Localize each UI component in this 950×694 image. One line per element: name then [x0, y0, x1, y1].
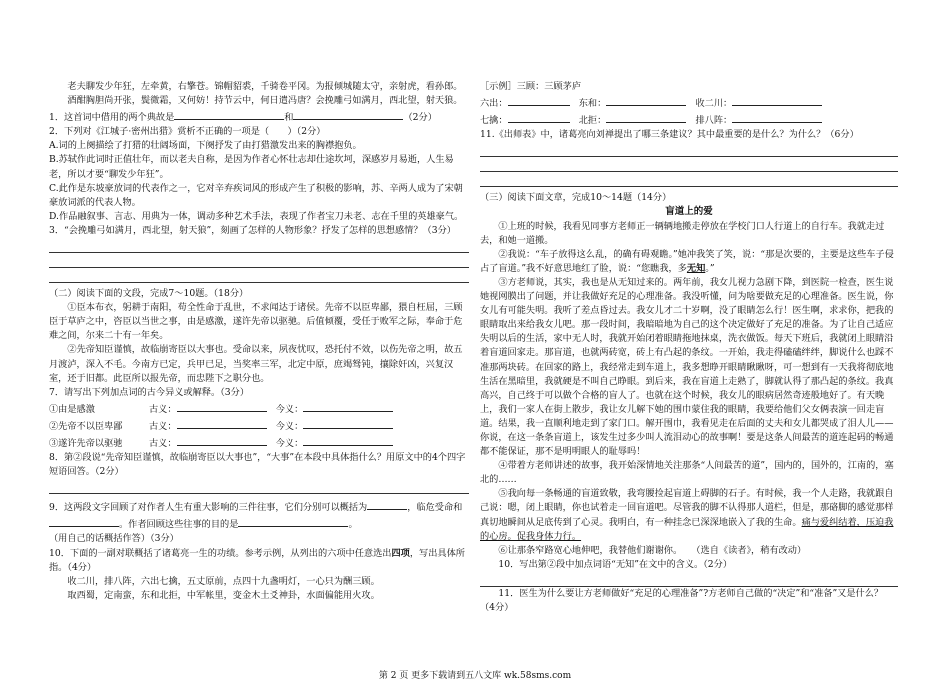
- answer-blank[interactable]: [732, 111, 822, 123]
- article-para-4: ④带着方老师讲述的故事，我开始深情地关注那条“人间最苦的道”，国内的，国外的，江南的，塞北的……: [480, 460, 894, 486]
- q7-item-3: ③遂许先帝以驱驰 古义： 今义：: [49, 434, 469, 451]
- couplet-line-1: 收二川，排八阵，六出七擒，五丈原前，点四十九盏明灯，一心只为酬三顾。: [67, 575, 380, 587]
- article-title: 盲道上的爱: [665, 206, 713, 218]
- underlined-sentence: 痛与爱纠结着，压迫我的心房。促我身体力行。: [480, 516, 894, 542]
- answer-blank[interactable]: [508, 111, 570, 123]
- article-para-1: ①上班的时候，我看见同事方老师正一辆辆地搬走停放在学校门口人行道上的自行车。我就走过去，和她一道搬。: [480, 220, 885, 246]
- q2-option-d: D.作品融叙事、言志、用典为一体，调动多种艺术手法，表现了作者宝刀未老、志在千里的英雄豪气。: [49, 210, 464, 222]
- section-3-heading: （三）阅读下面文章，完成10～14题（14分）: [480, 192, 672, 204]
- answer-line[interactable]: [480, 572, 898, 587]
- answer-blank[interactable]: [606, 111, 686, 123]
- q1-and: 和: [284, 112, 294, 124]
- question-9: 9．这两段文字回顾了对作者人生有重大影响的三件往事，它们分别可以概括为 ，临危受命和。作者回顾这些往事的目的是 。: [49, 498, 469, 532]
- article-para-2: ②我说：“车子放得这么乱，的确有碍观瞻。”她冲我笑了笑，说：“那是次要的，主要是这些车子侵占了盲道。”我不好意思地红了脸，说：“您瞧我，多无知。”: [480, 248, 894, 274]
- answer-line[interactable]: [480, 157, 898, 172]
- fill-row-1: 六出： 东和： 收二川：: [480, 94, 898, 111]
- example: ［示例］三顾：三顾茅庐: [480, 81, 582, 92]
- passage-para-1: ①臣本布衣，躬耕于南阳，苟全性命于乱世，不求闻达于诸侯。先帝不以臣卑鄙，猥自枉屈，三顾臣于草庐之中，咨臣以当世之事，由是感激，遂许先帝以驱驰。后值倾覆，受任于败军之际，奉命于危难之间，尔来二十有一年矣。: [49, 302, 463, 342]
- answer-blank[interactable]: [606, 94, 686, 106]
- answer-line[interactable]: [49, 479, 469, 494]
- question-8: 8．第②段说“先帝知臣谨慎，故临崩寄臣以大事也”，“大事”在本段中具体指什么？用原文中的4个四字短语回答。（2分）: [49, 452, 466, 478]
- right-column: [480, 80, 898, 615]
- answer-blank[interactable]: [508, 94, 570, 106]
- page-footer: 第 2 页 更多下载请到五八文库 wk.58sms.com: [378, 671, 572, 681]
- question-11b: 11．医生为什么要让方老师做好“充足的心理准备”?方老师自己做的“决定”和“准备”又是什么？（4分）: [480, 587, 884, 613]
- answer-blank[interactable]: [293, 108, 403, 120]
- article-para-5: ⑤我向每一条畅通的盲道致敬，我弯腰捡起盲道上碍脚的石子。有时候，我一个人走路，我就跟自己说：嗯，闭上眼睛，你也试着走一回盲道吧。尽管我的脚不认得那人道栏，但是，那硌脚的感觉那样真切地瞬间从足底传到了心灵。我明白，有一种挂念已深深地嵌入了我的生命。痛与爱纠结着，压迫我的心房。促我身体力行。: [480, 488, 894, 542]
- couplet-line-2: 取西蜀，定南蛮，东和北拒，中军帐里，变金木土爻神卦，水面偏能用火攻。: [67, 589, 380, 601]
- passage-para-2: ②先帝知臣谨慎，故临崩寄臣以大事也。受命以来，夙夜忧叹，恐托付不效，以伤先帝之明，故五月渡泸，深入不毛。今南方已定，兵甲已足，当奖率三军，北定中原，庶竭驽钝，攘除奸凶，兴复汉室，还于旧都。此臣所以报先帝，而忠陛下之职分也。: [49, 344, 463, 384]
- question-7: 7．请写出下列加点词的古今异义或解释。（3分）: [49, 386, 250, 398]
- answer-blank[interactable]: [238, 515, 348, 527]
- question-2: 2．下列对《江城子·密州出猎》赏析不正确的一项是（ ）（2分）: [49, 126, 326, 138]
- q7-item-1: ①由是感激 古义： 今义：: [49, 400, 469, 417]
- section-2-heading: （二）阅读下面的文段，完成7～10题。（18分）: [49, 288, 249, 300]
- article-para-3: ③方老师说，其实，我也是从无知过来的。两年前，我女儿视力急剧下降，到医院一检查，医生说她视网膜出了问题，并让我做好充足的心理准备。我没听懂，问为啥要做充足的心理准备。医生说，你女儿有可能失明。我听了差点昏过去。我女儿才二十岁啊，没了眼睛怎么行！医生啊，求求你，把我的眼睛取出来给我女儿吧。那一段时间，我暗暗地为自己的这个决定做好了充足的准备。为了让自己适应失明以后的生活，家中无人时，我就开始闭着眼睛拖地抹桌，洗衣做饭。每天下班后，我就闭上眼睛沿着盲道回家走。那盲道，也就两砖宽，砖上有凸起的条纹。一开始，我走得磕磕绊绊，脚说什么也踩不准那两块砖。在回家的路上，我经常走到车道上，我多想睁开眼睛瞅瞅呀，可一想到有一天我将彻底地生活在黑暗里，我就硬是不叫自己睁眼。到后来，我在盲道上走熟了，脚就认得了那凸起的条纹。我真高兴，自己终于可以做个合格的盲人了。也就在这个时候，我女儿的眼病居然奇迹般地好了。有天晚上，我们一家人在街上散步，我让女儿解下她的围巾蒙住我的眼睛，我要给他们父女俩表演一回走盲道。结果，我一直顺利地走到了家门口。解开围巾，我看见走在后面的丈夫和女儿都哭成了泪人儿——你说，在这一条条盲道上，该发生过多少叫人流泪动心的故事啊！要是这条人间最苦的道连起码的畅通都不能保证，那不是明明眼人的耻辱吗！: [480, 276, 894, 458]
- marked-word: 无知: [686, 262, 706, 274]
- q1-text: 1．这首词中借用的两个典故是: [49, 112, 175, 124]
- answer-line[interactable]: [49, 238, 469, 253]
- answer-line[interactable]: [49, 268, 469, 283]
- question-10b: 10．写出第②段中加点词语“无知”在文中的含义。（2分）: [498, 558, 733, 570]
- answer-blank[interactable]: [177, 400, 267, 412]
- answer-blank[interactable]: [177, 434, 267, 446]
- question-10: 10．下面的一副对联概括了诸葛亮一生的功绩。参考示例，从列出的六项中任意选出四项，写出具体所指。（4分）: [49, 547, 465, 573]
- answer-blank[interactable]: [49, 515, 119, 527]
- poem-line-1: 老夫聊发少年狂，左牵黄，右擎苍。锦帽貂裘，千骑卷平冈。为报倾城随太守，亲射虎，看孙郎。: [67, 81, 463, 92]
- article-para-6: ⑥让那条窄路宽心地伸吧，我替他们谢谢你。 （选自《读者》，稍有改动）: [498, 544, 807, 556]
- q2-option-c: C.此作是东坡豪放词的代表作之一，它对辛弃疾词风的形成产生了积极的影响，苏、辛两人成为了宋朝豪放词派的代表人物。: [49, 182, 463, 208]
- answer-blank[interactable]: [303, 400, 393, 412]
- q2-option-b: B.苏轼作此词时正值壮年，而以老夫自称，是因为作者心怀壮志却仕途坎坷，深感岁月易逝，人生易老，所以才要“聊发少年狂”。: [49, 154, 454, 180]
- left-column: [49, 80, 469, 603]
- poem-line-2: 酒酣胸胆尚开张，鬓微霜，又何妨！持节云中，何日遣冯唐？会挽雕弓如满月，西北望，射天狼。: [67, 95, 463, 107]
- answer-blank[interactable]: [367, 498, 407, 510]
- answer-blank[interactable]: [732, 94, 822, 106]
- answer-blank[interactable]: [177, 417, 267, 429]
- question-3: 3．“会挽雕弓如满月，西北望，射天狼”，刻画了怎样的人物形象？抒发了怎样的思想感情？（3分）: [49, 224, 456, 236]
- answer-line[interactable]: [480, 142, 898, 157]
- answer-blank[interactable]: [174, 108, 284, 120]
- q1-score: （2分）: [403, 112, 437, 124]
- question-11: 11.《出师表》中，诸葛亮向刘禅提出了哪三条建议？其中最重要的是什么？为什么？（6分）: [480, 129, 859, 141]
- answer-blank[interactable]: [303, 434, 393, 446]
- answer-blank[interactable]: [303, 417, 393, 429]
- source-note: （选自《读者》，稍有改动）: [695, 544, 807, 556]
- answer-line[interactable]: [480, 172, 898, 187]
- question-1: [49, 108, 469, 125]
- fill-row-2: 七擒： 北拒： 排八阵：: [480, 111, 898, 128]
- q2-option-a: A.词的上阕描绘了打猎的壮阔场面，下阕抒发了由打猎激发出来的胸襟抱负。: [49, 140, 362, 152]
- q9-note: （用自己的话概括作答）（3分）: [49, 533, 179, 545]
- answer-line[interactable]: [49, 253, 469, 268]
- q7-item-2: ②先帝不以臣卑鄙 古义： 今义：: [49, 417, 469, 434]
